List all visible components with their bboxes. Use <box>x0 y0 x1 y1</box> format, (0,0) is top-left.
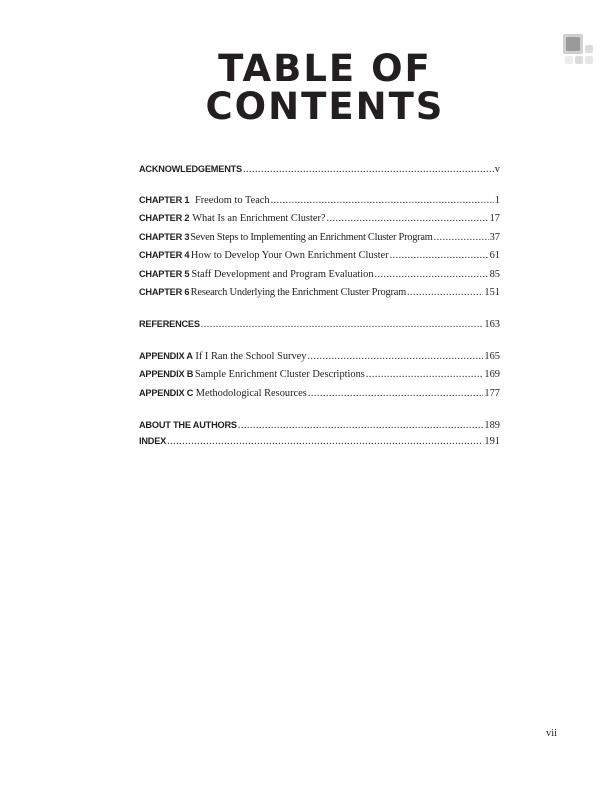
toc-page-number: 169 <box>484 369 500 380</box>
page-title <box>0 47 612 128</box>
dot-leader <box>243 163 494 177</box>
toc-title: What Is an Enrichment Cluster? <box>192 213 326 224</box>
toc-title: How to Develop Your Own Enrichment Cluster <box>190 250 389 261</box>
toc-label: REFERENCES <box>139 319 200 329</box>
toc-entry-references[interactable] <box>139 317 500 332</box>
toc-entry-appendix-a[interactable] <box>139 349 500 364</box>
toc-label: CHAPTER 2 <box>139 213 190 223</box>
toc-page-number: v <box>494 164 500 175</box>
toc-page-number: 151 <box>484 287 500 298</box>
toc-label: CHAPTER 5 <box>139 269 190 279</box>
toc-entry-about-the-authors[interactable] <box>139 418 500 433</box>
toc-entry-chapter-6[interactable] <box>139 285 500 300</box>
toc-label: CHAPTER 4 <box>139 250 190 260</box>
toc-title: Staff Development and Program Evaluation <box>191 269 374 280</box>
toc-page-number: 37 <box>489 232 500 243</box>
dot-leader <box>366 368 484 382</box>
title-line-2: CONTENTS <box>205 85 445 128</box>
toc-entry-chapter-4[interactable] <box>139 248 500 263</box>
toc-page-number: 61 <box>489 250 500 261</box>
toc-label: APPENDIX C <box>139 388 194 398</box>
toc-title: Freedom to Teach <box>194 195 270 206</box>
toc-entry-chapter-3[interactable] <box>139 230 500 245</box>
dot-leader <box>308 387 484 401</box>
toc-entry-appendix-b[interactable] <box>139 367 500 382</box>
toc-title: If I Ran the School Survey <box>195 351 307 362</box>
dot-leader <box>407 286 483 300</box>
dot-leader <box>201 318 484 332</box>
dot-leader <box>238 419 484 433</box>
toc-label: CHAPTER 6 <box>139 287 190 297</box>
toc-entry-chapter-2[interactable] <box>139 211 500 226</box>
toc-label: APPENDIX B <box>139 369 194 379</box>
dot-leader <box>434 231 489 245</box>
toc-entry-acknowledgements[interactable] <box>139 162 500 177</box>
toc-title: Sample Enrichment Cluster Descriptions <box>194 369 365 380</box>
toc-page-number: 191 <box>484 436 500 447</box>
dot-leader <box>390 249 489 263</box>
toc-page-number: 163 <box>484 319 500 330</box>
toc-label: ACKNOWLEDGEMENTS <box>139 164 242 174</box>
corner-decoration-icon <box>563 34 595 66</box>
toc-page-number: 189 <box>484 420 500 431</box>
toc-label: CHAPTER 3 <box>139 232 190 242</box>
dot-leader <box>271 194 494 208</box>
toc-page-number: 165 <box>484 351 500 362</box>
toc-entry-index[interactable] <box>139 434 500 449</box>
title-line-1: TABLE OF <box>218 47 432 90</box>
toc-page-number: 1 <box>494 195 500 206</box>
toc-label: INDEX <box>139 436 167 446</box>
toc-label: ABOUT THE AUTHORS <box>139 420 237 430</box>
toc-title: Research Underlying the Enrichment Cluster Program <box>190 287 407 298</box>
dot-leader <box>167 435 483 449</box>
dot-leader <box>375 268 489 282</box>
toc-entry-chapter-5[interactable] <box>139 267 500 282</box>
toc-title: Seven Steps to Implementing an Enrichment Cluster Program <box>190 232 433 243</box>
dot-leader <box>327 212 489 226</box>
toc-label: APPENDIX A <box>139 351 193 361</box>
toc-entry-chapter-1[interactable] <box>139 193 500 208</box>
toc-entry-appendix-c[interactable] <box>139 386 500 401</box>
page-folio: vii <box>546 728 557 739</box>
toc-page-number: 85 <box>489 269 500 280</box>
toc-title: Methodological Resources <box>195 388 307 399</box>
toc-page-number: 177 <box>484 388 500 399</box>
toc-label: CHAPTER 1 <box>139 195 190 205</box>
dot-leader <box>307 350 483 364</box>
toc-page-number: 17 <box>489 213 500 224</box>
